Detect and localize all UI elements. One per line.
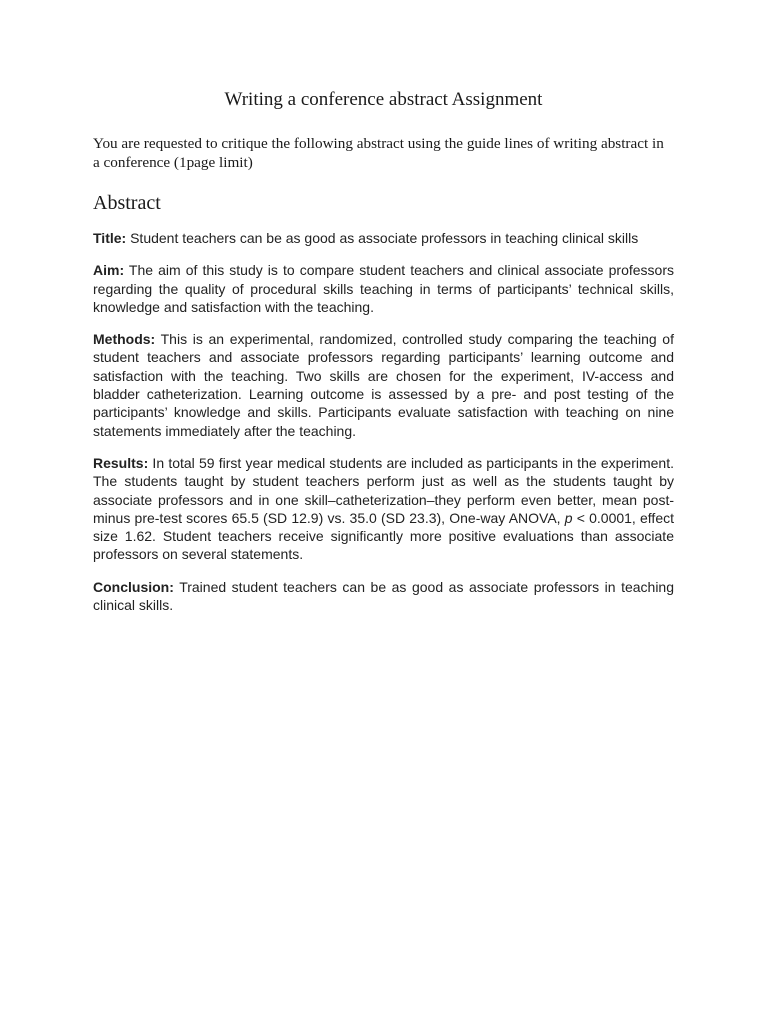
abstract-title-paragraph xyxy=(93,229,674,247)
title-label: Title: xyxy=(93,230,127,246)
abstract-results-paragraph xyxy=(93,454,674,564)
abstract-methods-paragraph xyxy=(93,330,674,440)
conclusion-label: Conclusion: xyxy=(93,578,174,595)
aim-label: Aim: xyxy=(93,262,125,279)
abstract-conclusion-paragraph xyxy=(93,578,674,615)
methods-text: This is an experimental, randomized, controlled study comparing the teaching of student teachers and associate professors regarding participants’ learning outcome and satisfaction with the teaching. Two skills are chosen for the experiment, IV-access and bladder catheterization. Learning outcome is assessed by a pre- and post testing of the participants’ knowledge and skills. Participants evaluate satisfaction with teaching on nine statements immediately after the teaching. xyxy=(93,331,674,439)
results-label: Results: xyxy=(93,454,149,471)
abstract-heading: Abstract xyxy=(93,192,161,214)
results-p-symbol: p xyxy=(564,509,573,526)
conclusion-text: Trained student teachers can be as good as associate professors in teaching clinical skills. xyxy=(93,578,674,614)
document-title: Writing a conference abstract Assignment xyxy=(224,89,543,110)
results-text-after-p: < 0.0001, effect size 1.62. Student teachers receive significantly more positive evaluations than associate professors on several statements. xyxy=(93,509,674,563)
aim-text: The aim of this study is to compare student teachers and clinical associate professors regarding the quality of procedural skills teaching in terms of participants’ technical skills, knowledge and satisfaction with the teaching. xyxy=(93,262,674,315)
abstract-aim-paragraph xyxy=(93,261,674,316)
methods-label: Methods: xyxy=(93,331,156,348)
results-text-before-p: In total 59 first year medical students are included as participants in the experiment. The students taught by student teachers perform just as well as the students taught by associate professors and in one skill–catheterization–they perform even better, mean post- minus pre-test scores 65.5 (SD 12.9) vs. 35.0 (SD 23.3), One-way ANOVA, xyxy=(93,454,674,526)
assignment-instructions: You are requested to critique the following abstract using the guide lines of writing abstract in a conference (1page limit) xyxy=(93,135,664,171)
title-text: Student teachers can be as good as associate professors in teaching clinical skills xyxy=(126,230,639,246)
